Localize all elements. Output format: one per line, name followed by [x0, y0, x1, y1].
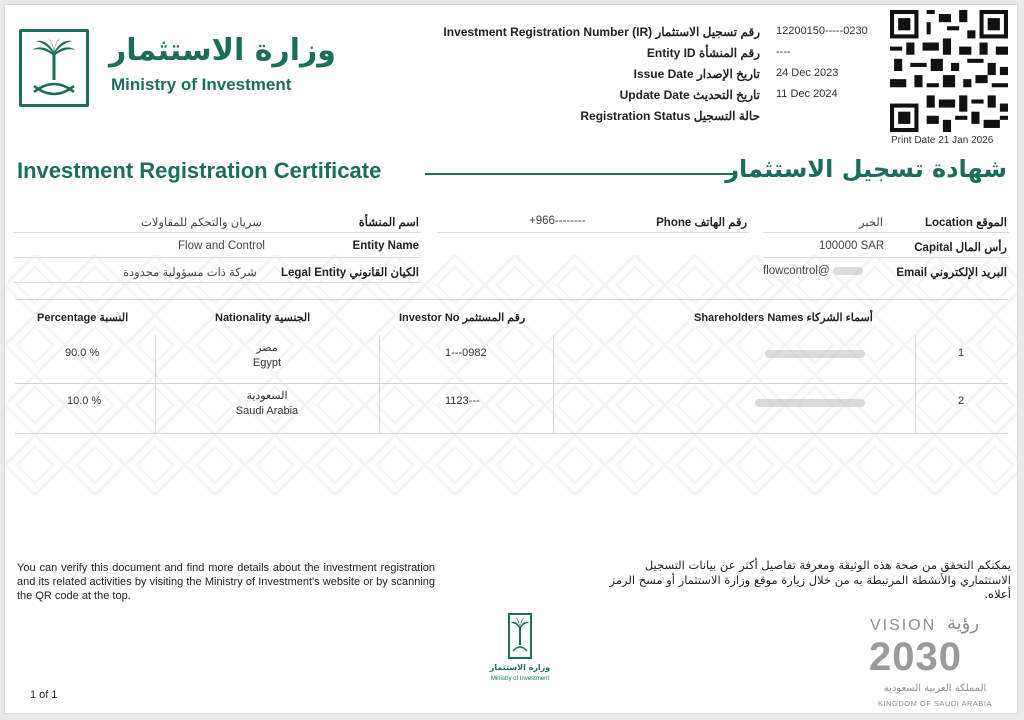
vision-year: 2030	[869, 635, 962, 679]
shareholders-names-header: Shareholders Names أسماء الشركاء	[694, 312, 873, 324]
email-label: Email البريد الإلكتروني	[896, 267, 1007, 279]
ministry-logo	[19, 29, 336, 109]
email-value	[763, 265, 863, 277]
ministry-small-logo	[485, 613, 555, 693]
row2-redacted-name	[755, 399, 865, 407]
vision-word: VISION	[870, 617, 937, 634]
update-date-value: 11 Dec 2024	[776, 88, 838, 100]
small-palm-icon	[510, 615, 530, 657]
email-visible-part: flowcontrol@	[763, 265, 830, 277]
row2-index: 2	[958, 395, 965, 407]
col-divider	[915, 335, 916, 433]
investor-no-header: Investor No رقم المستثمر	[399, 312, 526, 324]
registration-meta-values	[776, 25, 886, 130]
row2-investor-no: 1123---	[445, 395, 480, 407]
small-logo-name-ar: وزارة الاستثمار	[489, 663, 551, 672]
entity-name-en-label: Entity Name	[352, 240, 419, 252]
small-palm-emblem	[508, 613, 532, 659]
entity-info-middle	[437, 209, 749, 235]
col-divider	[379, 335, 380, 433]
kingdom-name-en: KINGDOM OF SAUDI ARABIA	[877, 699, 993, 708]
row1-index: 1	[958, 347, 965, 359]
verify-text-en: You can verify this document and find more details about the investment registration and its related activities by visiting the Ministry of Investment's website or by scanning the QR code at the top.	[17, 562, 435, 602]
ministry-name-ar: وزارة الاستثمار	[109, 33, 336, 68]
palm-emblem	[19, 29, 89, 107]
row1-nationality-ar: مصر	[256, 342, 278, 354]
registration-meta-labels	[435, 25, 760, 130]
page-number: 1 of 1	[30, 689, 58, 701]
entity-id-label: Entity ID رقم المنشأة	[646, 46, 760, 60]
title-divider	[425, 173, 735, 175]
entity-name-ar-value: سريان والتحكم للمقاولات	[141, 217, 262, 229]
small-logo-name-en: Ministry of Investment	[490, 676, 550, 682]
ir-number-value: 12200150-----0230	[776, 25, 868, 37]
registration-status-label: Registration Status حالة التسجيل	[580, 109, 760, 123]
row2-percentage: 10.0 %	[67, 395, 102, 407]
phone-value: +966--------	[529, 215, 586, 227]
row1-nationality-en: Egypt	[252, 357, 282, 369]
palm-swords-icon	[22, 32, 86, 104]
vision-word-ar: رؤية	[947, 613, 980, 634]
entity-name-ar-label: اسم المنشأة	[358, 217, 419, 229]
issue-date-label: Issue Date تاريخ الإصدار	[633, 67, 760, 81]
col-divider	[155, 335, 156, 433]
ir-number-label: Investment Registration Number (IR) رقم تسجيل الاستثمار	[443, 25, 760, 39]
issue-date-value: 24 Dec 2023	[776, 67, 839, 79]
row2-nationality-en: Saudi Arabia	[235, 405, 299, 417]
background-pattern	[5, 255, 1018, 495]
location-value: الخبر	[859, 217, 883, 229]
row1-percentage: 90.0 %	[65, 347, 100, 359]
entity-name-en-value: Flow and Control	[178, 240, 265, 252]
row1-investor-no: 1---0982	[445, 347, 487, 359]
row2-nationality-ar: السعودية	[246, 390, 288, 402]
certificate-title-en: Investment Registration Certificate	[17, 158, 382, 183]
qr-code-icon[interactable]	[890, 9, 1008, 133]
redacted-email	[833, 267, 863, 275]
vision-2030-logo	[857, 613, 1017, 713]
table-bottom-divider	[15, 433, 1008, 434]
phone-label: Phone رقم الهاتف	[656, 217, 747, 229]
print-date: Print Date 21 Jan 2026	[891, 135, 994, 146]
entity-id-value: ----	[776, 46, 791, 58]
verify-text-ar: يمكنكم التحقق من صحة هذه الوثيقة ومعرفة تفاصيل أكثر عن بيانات التسجيل الاستثماري والأنشطة المرتبطة به من خلال زيارة موقع وزارة الاستثمار أو مسح الرمز أعلاه.	[609, 558, 1011, 601]
update-date-label: Update Date تاريخ التحديث	[619, 88, 760, 102]
kingdom-name-ar: المملكة العربية السعودية	[883, 683, 987, 694]
certificate-title-ar: شهادة تسجيل الاستثمار	[725, 155, 1007, 183]
legal-entity-value: شركة ذات مسؤولية محدودة	[123, 267, 257, 279]
row1-redacted-name	[765, 350, 865, 358]
certificate-page	[4, 4, 1018, 714]
capital-label: Capital رأس المال	[914, 242, 1007, 254]
entity-info-left	[13, 209, 421, 285]
legal-entity-label: Legal Entity الكيان القانوني	[281, 267, 419, 279]
ministry-name-en: Ministry of Investment	[111, 75, 292, 94]
nationality-header: Nationality الجنسية	[215, 312, 311, 324]
entity-info-right	[763, 209, 1009, 285]
table-row-divider	[15, 383, 1008, 384]
percentage-header: Percentage النسبة	[37, 312, 129, 324]
info-table-divider	[15, 299, 1008, 300]
capital-value: 100000 SAR	[819, 240, 885, 252]
location-label: Location الموقع	[924, 217, 1007, 229]
col-divider	[553, 335, 554, 433]
